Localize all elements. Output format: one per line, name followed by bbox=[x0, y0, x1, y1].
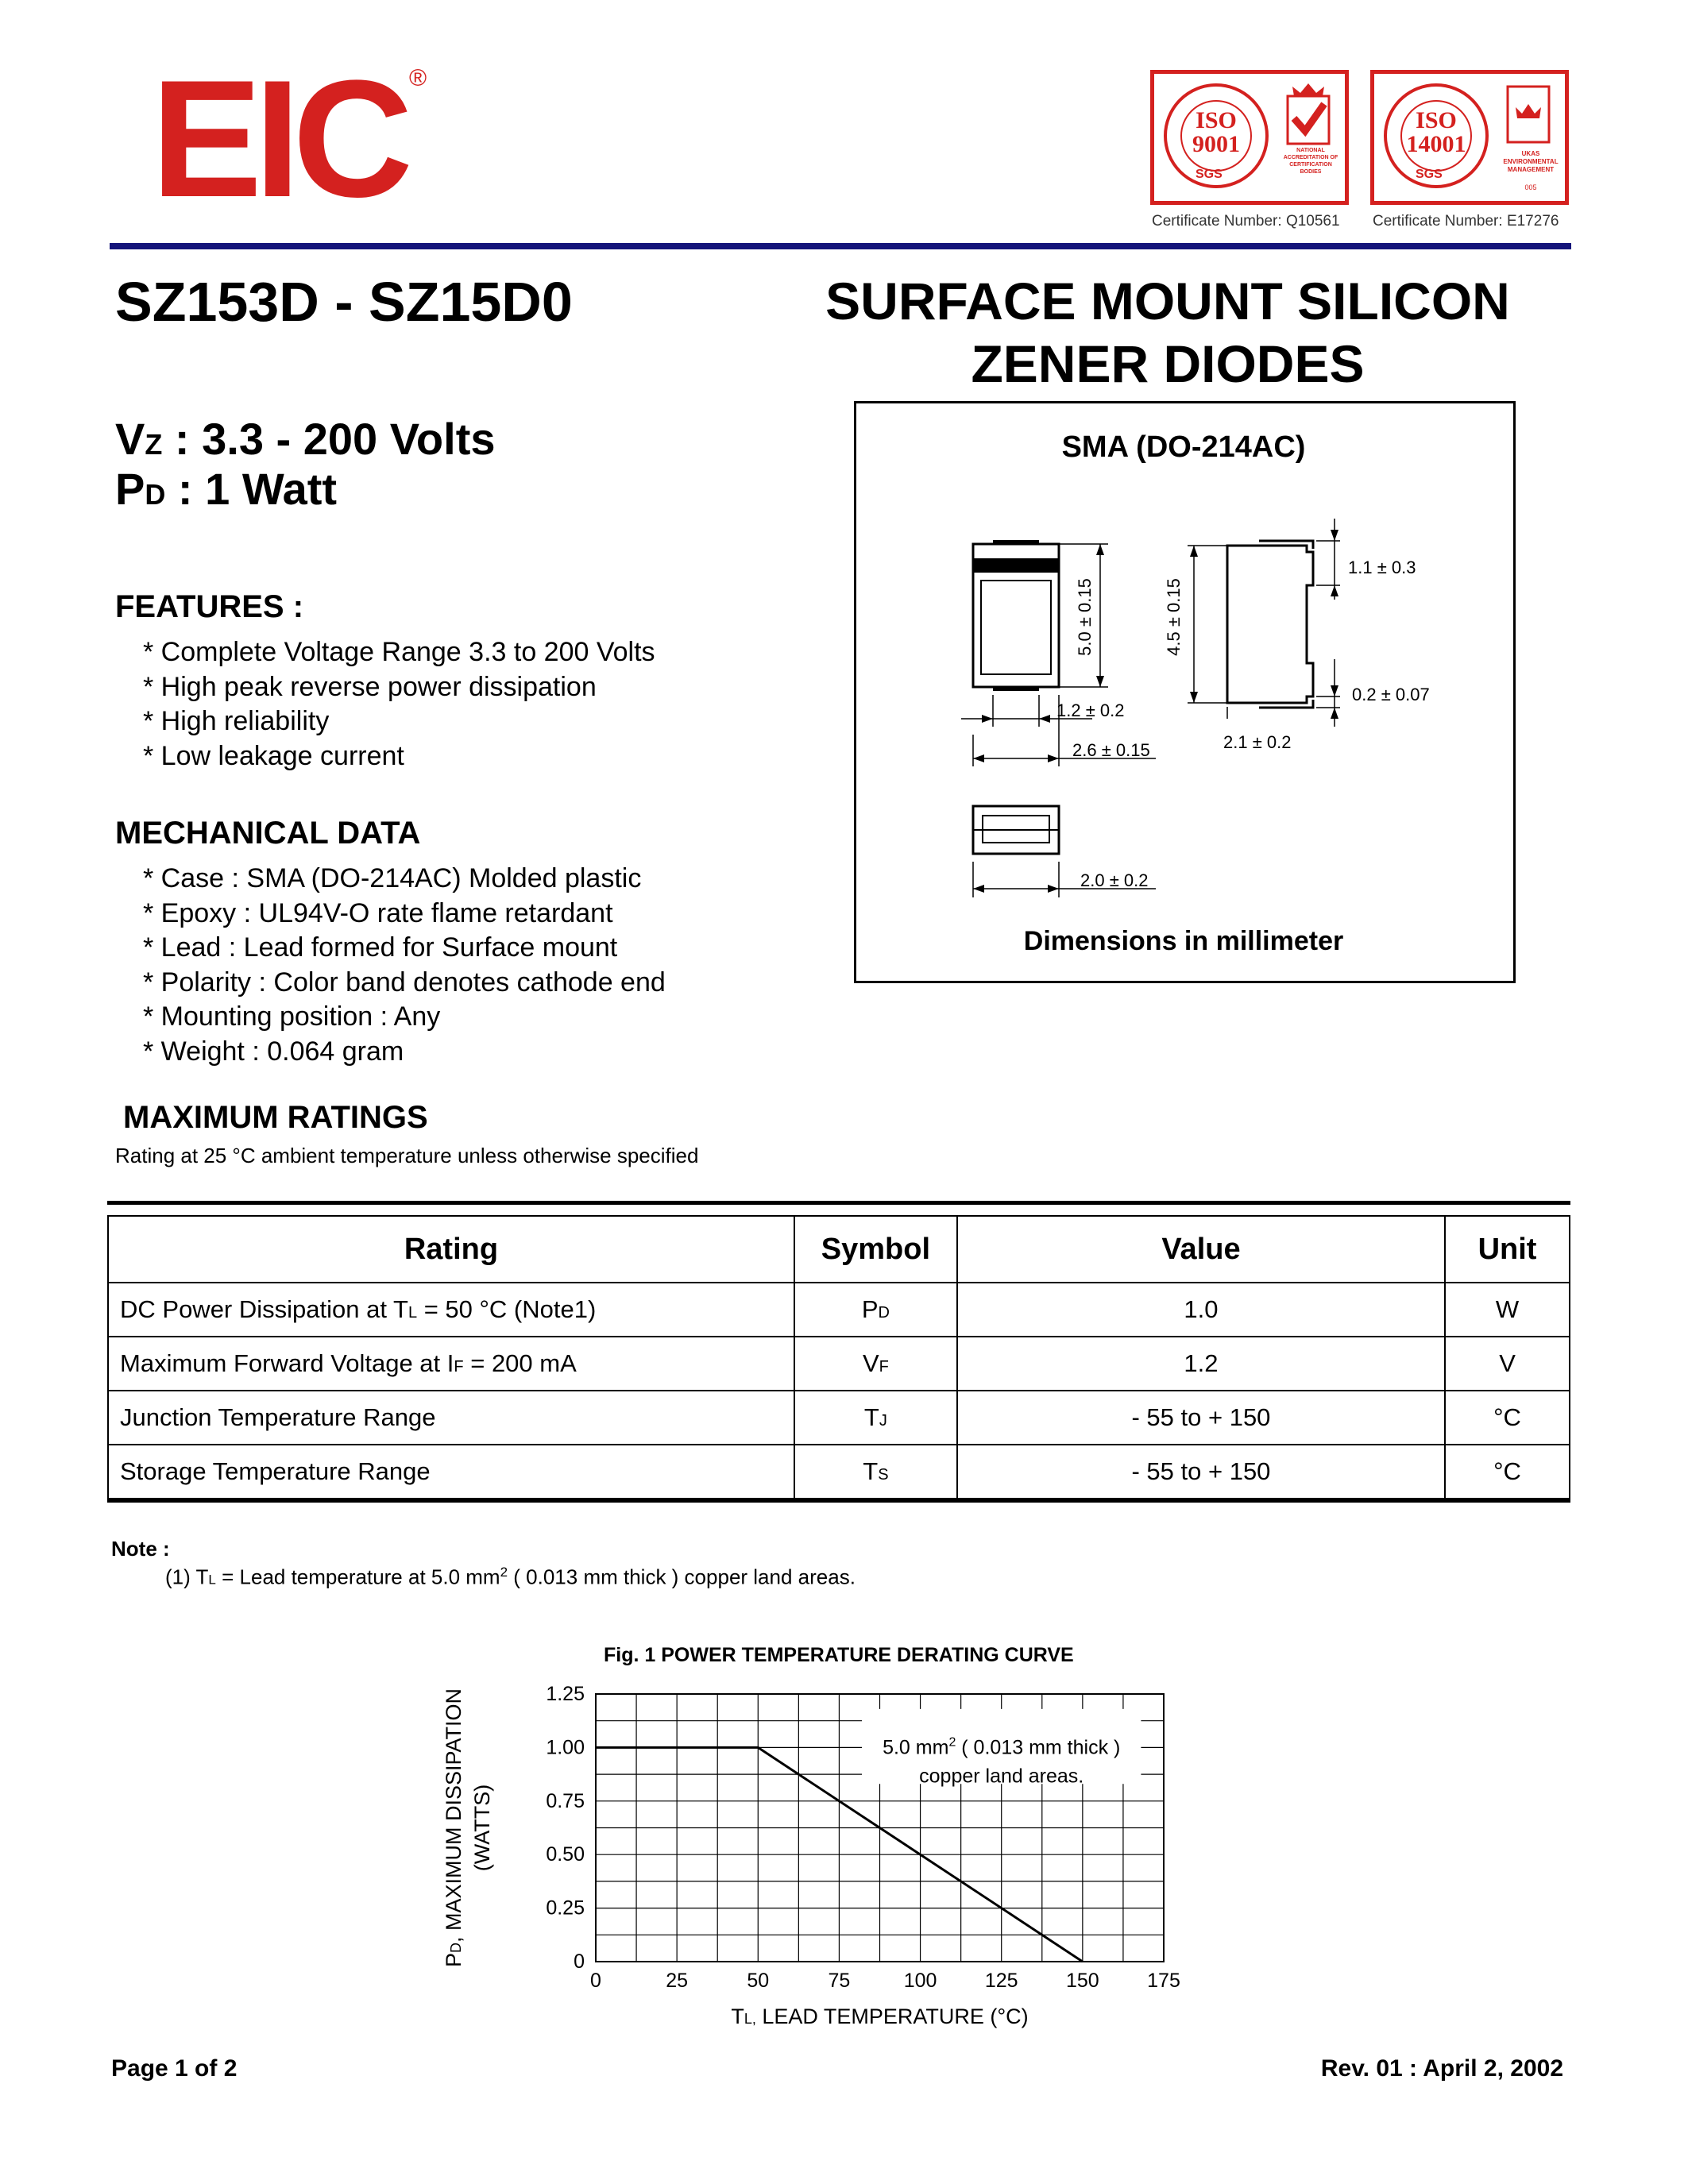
list-item: * Mounting position : Any bbox=[143, 1001, 441, 1032]
chart-annotation-line-1: 5.0 $mm^2$ ( 0.013 mm thick ) bbox=[883, 1735, 1121, 1759]
dim-bottom: 2.0 ± 0.2 bbox=[1080, 870, 1149, 890]
package-title: SMA (DO-214AC) bbox=[1061, 430, 1306, 464]
y-tick-label: 1.00 bbox=[546, 1736, 585, 1759]
eic-logo: EIC bbox=[151, 45, 406, 232]
list-item: * Low leakage current bbox=[143, 740, 404, 771]
symbol-cell: TJ bbox=[794, 1391, 957, 1445]
dim-body-width: 2.6 ± 0.15 bbox=[1072, 740, 1150, 760]
iso9001-accreditation: NATIONAL ACCREDITATION OF CERTIFICATION BODIES bbox=[1283, 148, 1338, 175]
derating-chart bbox=[413, 1660, 1207, 2033]
max-ratings-heading: MAXIMUM RATINGS bbox=[123, 1100, 428, 1135]
list-item: * Weight : 0.064 gram bbox=[143, 1036, 404, 1067]
dim-length: 5.0 ± 0.15 bbox=[1075, 578, 1095, 656]
table-top-rule bbox=[107, 1201, 1570, 1205]
registered-mark: ® bbox=[409, 65, 427, 91]
chart-annotation-line-2: copper land areas. bbox=[919, 1765, 1084, 1788]
symbol-cell: TS bbox=[794, 1445, 957, 1499]
column-header: Symbol bbox=[794, 1216, 957, 1283]
dim-lead-top: 1.1 ± 0.3 bbox=[1348, 558, 1416, 577]
document-title bbox=[763, 270, 1573, 396]
value-cell: 1.2 bbox=[957, 1337, 1445, 1391]
revision: Rev. 01 : April 2, 2002 bbox=[1320, 2055, 1563, 2082]
iso14001-accreditation-code: 005 bbox=[1524, 183, 1537, 191]
list-item: * High peak reverse power dissipation bbox=[143, 671, 597, 702]
mechanical-heading: MECHANICAL DATA bbox=[115, 816, 421, 851]
pd-value: : 1 Watt bbox=[165, 464, 338, 514]
features-heading: FEATURES : bbox=[115, 589, 304, 624]
column-header: Rating bbox=[108, 1216, 794, 1283]
value-cell: - 55 to + 150 bbox=[957, 1391, 1445, 1445]
dim-lead-thick: 0.2 ± 0.07 bbox=[1352, 685, 1430, 704]
unit-cell: °C bbox=[1445, 1445, 1570, 1499]
y-tick-label: 0.25 bbox=[546, 1897, 585, 1920]
x-tick-label: 75 bbox=[828, 1970, 851, 1992]
table-row bbox=[108, 1391, 1570, 1445]
max-ratings-subtitle: Rating at 25 °C ambient temperature unless otherwise specified bbox=[115, 1144, 699, 1167]
list-item: * Lead : Lead formed for Surface mount bbox=[143, 932, 618, 963]
x-tick-label: 125 bbox=[984, 1970, 1018, 1992]
vz-symbol: V bbox=[115, 414, 145, 464]
column-header: Unit bbox=[1445, 1216, 1570, 1283]
list-item: * Complete Voltage Range 3.3 to 200 Volts bbox=[143, 637, 655, 667]
rating-cell: Storage Temperature Range bbox=[108, 1445, 794, 1499]
package-footer: Dimensions in millimeter bbox=[1023, 926, 1344, 956]
list-item: * Case : SMA (DO-214AC) Molded plastic bbox=[143, 863, 642, 893]
x-tick-label: 150 bbox=[1065, 1970, 1099, 1992]
mechanical-list bbox=[143, 862, 666, 1069]
table-row bbox=[108, 1445, 1570, 1499]
iso9001-certificate-badge bbox=[1150, 70, 1349, 205]
x-axis-label: TL, LEAD TEMPERATURE (°C) bbox=[731, 2005, 1029, 2028]
table-row bbox=[108, 1283, 1570, 1337]
ukas-crown-icon bbox=[1501, 80, 1557, 152]
list-item: * Polarity : Color band denotes cathode end bbox=[143, 967, 666, 997]
value-cell: 1.0 bbox=[957, 1283, 1445, 1337]
symbol-cell: VF bbox=[794, 1337, 957, 1391]
x-tick-label: 100 bbox=[903, 1970, 937, 1992]
page-number: Page 1 of 2 bbox=[111, 2055, 238, 2082]
y-tick-label: 0.75 bbox=[546, 1789, 585, 1812]
y-axis-label: PD, MAXIMUM DISSIPATION bbox=[442, 1688, 465, 1968]
rating-cell: Junction Temperature Range bbox=[108, 1391, 794, 1445]
iso14001-certificate-badge bbox=[1370, 70, 1569, 205]
title-line-1: SURFACE MOUNT SILICON bbox=[825, 272, 1510, 330]
max-ratings-table bbox=[107, 1215, 1570, 1499]
note-heading: Note : bbox=[111, 1537, 170, 1561]
list-item: * High reliability bbox=[143, 706, 330, 736]
cert-number-e17276: Certificate Number: E17276 bbox=[1373, 213, 1559, 230]
iso9001-number: 9001 bbox=[1192, 131, 1240, 157]
unit-cell: °C bbox=[1445, 1391, 1570, 1445]
vz-subscript: Z bbox=[145, 428, 163, 461]
iso9001-body: SGS bbox=[1196, 168, 1223, 181]
part-number: SZ153D - SZ15D0 bbox=[115, 271, 573, 333]
y-tick-label: 0.50 bbox=[546, 1843, 585, 1866]
x-tick-label: 25 bbox=[666, 1970, 689, 1992]
table-row bbox=[108, 1337, 1570, 1391]
x-tick-label: 0 bbox=[590, 1970, 601, 1992]
iso14001-number: 14001 bbox=[1406, 131, 1466, 157]
pd-subscript: D bbox=[145, 478, 166, 511]
symbol-cell: PD bbox=[794, 1283, 957, 1337]
rating-cell: Maximum Forward Voltage at IF = 200 mA bbox=[108, 1337, 794, 1391]
iso9001-standard: ISO bbox=[1196, 107, 1237, 133]
y-tick-label: 1.25 bbox=[546, 1683, 585, 1705]
table-bottom-rule bbox=[107, 1499, 1570, 1503]
y-axis-label-units: (WATTS) bbox=[470, 1784, 494, 1872]
note-text: (1) TL = Lead temperature at 5.0 $mm^2$ ( 0.013 mm thick ) copper land areas. bbox=[165, 1565, 856, 1589]
value-cell: - 55 to + 150 bbox=[957, 1445, 1445, 1499]
x-tick-label: 50 bbox=[747, 1970, 770, 1992]
features-list bbox=[143, 635, 655, 774]
dim-lead-width: 1.2 ± 0.2 bbox=[1056, 700, 1125, 720]
x-tick-label: 175 bbox=[1147, 1970, 1180, 1992]
iso14001-accreditation: UKAS ENVIRONMENTAL MANAGEMENT bbox=[1503, 150, 1559, 173]
unit-cell: V bbox=[1445, 1337, 1570, 1391]
title-line-2: ZENER DIODES bbox=[971, 334, 1365, 394]
table-header-row bbox=[108, 1216, 1570, 1283]
cert-number-q10561: Certificate Number: Q10561 bbox=[1152, 213, 1340, 230]
iso14001-body: SGS bbox=[1416, 168, 1443, 181]
y-tick-label: 0 bbox=[574, 1951, 585, 1973]
dim-height: 4.5 ± 0.15 bbox=[1164, 578, 1184, 656]
pd-symbol: P bbox=[115, 464, 145, 514]
pd-spec bbox=[115, 463, 337, 515]
column-header: Value bbox=[957, 1216, 1445, 1283]
package-dimension-drawing bbox=[854, 401, 1513, 978]
rating-cell: DC Power Dissipation at TL = 50 °C (Note1) bbox=[108, 1283, 794, 1337]
list-item: * Epoxy : UL94V-O rate flame retardant bbox=[143, 897, 613, 928]
chart-title: Fig. 1 POWER TEMPERATURE DERATING CURVE bbox=[604, 1644, 1074, 1666]
iso14001-standard: ISO bbox=[1416, 107, 1457, 133]
vz-spec bbox=[115, 413, 495, 465]
vz-value: : 3.3 - 200 Volts bbox=[162, 414, 496, 464]
dim-total-height: 2.1 ± 0.2 bbox=[1223, 732, 1292, 752]
unit-cell: W bbox=[1445, 1283, 1570, 1337]
header-rule bbox=[110, 243, 1571, 249]
